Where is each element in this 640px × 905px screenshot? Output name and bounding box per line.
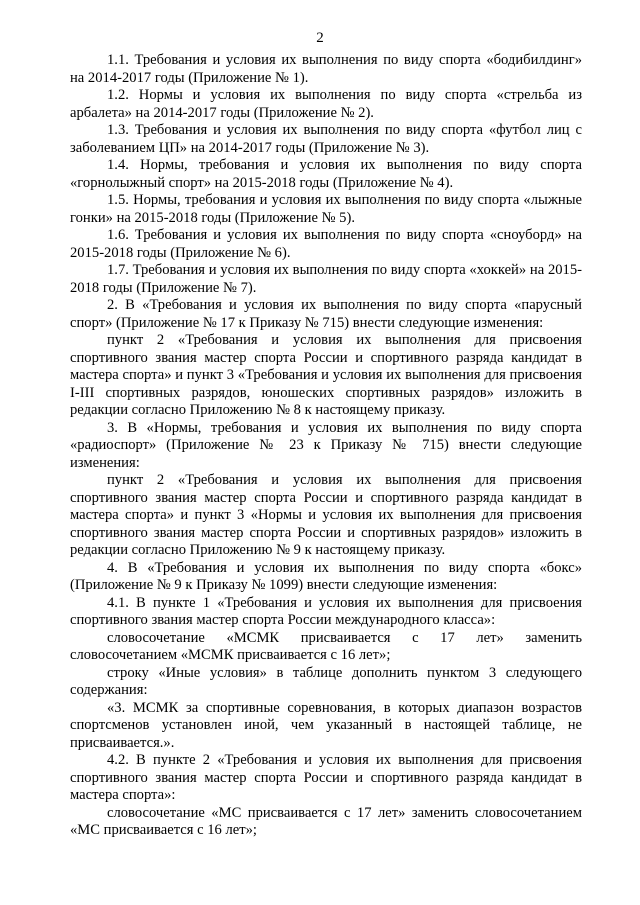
paragraph-4-1-row: строку «Иные условия» в таблице дополнить пунктом 3 следующего содержания: xyxy=(70,664,582,698)
paragraph-4-1-phrase: словосочетание «МСМК присваивается с 17 лет» заменить словосочетанием «МСМК присваивается с 16 лет»; xyxy=(70,629,582,663)
paragraph-4-2: 4.2. В пункте 2 «Требования и условия их выполнения для присвоения спортивного звания мастер спорта России и спортивного разряда кандидат в мастера спорта»: xyxy=(70,752,582,803)
paragraph-1-1: 1.1. Требования и условия их выполнения по виду спорта «бодибилдинг» на 2014-2017 годы (Приложение № 1). xyxy=(70,52,582,86)
paragraph-3-details: пункт 2 «Требования и условия их выполнения для присвоения спортивного звания мастер спорта России и спортивного разряда кандидат в мастера спорта» и пункт 3 «Нормы и условия их выполнения для присвоения спортивного звания мастер спорта России и спортивных разрядов» изложить в редакции согласно Приложению № 9 к настоящему приказу. xyxy=(70,472,582,558)
paragraph-3: 3. В «Нормы, требования и условия их выполнения по виду спорта «радиоспорт» (Приложение № 23 к Приказу № 715) внести следующие изменения: xyxy=(70,419,582,471)
paragraph-1-2: 1.2. Нормы и условия их выполнения по виду спорта «стрельба из арбалета» на 2014-2017 годы (Приложение № 2). xyxy=(70,87,582,121)
page-number: 2 xyxy=(316,30,324,46)
paragraph-1-4: 1.4. Нормы, требования и условия их выполнения по виду спорта «горнолыжный спорт» на 2015-2018 годы (Приложение № 4). xyxy=(70,157,582,191)
paragraph-1-7: 1.7. Требования и условия их выполнения по виду спорта «хоккей» на 2015-2018 годы (Приложение № 7). xyxy=(70,262,582,296)
paragraph-1-6: 1.6. Требования и условия их выполнения по виду спорта «сноуборд» на 2015-2018 годы (Приложение № 6). xyxy=(70,227,582,261)
paragraph-1-3: 1.3. Требования и условия их выполнения по виду спорта «футбол лиц с заболеванием ЦП» на 2014-2017 годы (Приложение № 3). xyxy=(70,122,582,156)
paragraph-4-1-quote: «3. МСМК за спортивные соревнования, в которых диапазон возрастов спортсменов установлен иной, чем указанный в настоящей таблице, не присваивается.». xyxy=(70,699,582,751)
paragraph-2: 2. В «Требования и условия их выполнения по виду спорта «парусный спорт» (Приложение № 17 к Приказу № 715) внести следующие изменения: xyxy=(70,297,582,331)
paragraph-2-details: пункт 2 «Требования и условия их выполнения для присвоения спортивного звания мастер спорта России и спортивного разряда кандидат в мастера спорта» и пункт 3 «Требования и условия их выполнения для присвоения I-III спортивных разрядов, юношеских спортивных разрядов» изложить в редакции согласно Приложению № 8 к настоящему приказу. xyxy=(70,332,582,418)
paragraph-4: 4. В «Требования и условия их выполнения по виду спорта «бокс» (Приложение № 9 к Приказу № 1099) внести следующие изменения: xyxy=(70,559,582,593)
paragraph-4-2-phrase: словосочетание «МС присваивается с 17 лет» заменить словосочетанием «МС присваивается с 16 лет»; xyxy=(70,804,582,838)
paragraph-1-5: 1.5. Нормы, требования и условия их выполнения по виду спорта «лыжные гонки» на 2015-2018 годы (Приложение № 5). xyxy=(70,192,582,226)
document-body xyxy=(70,52,582,840)
paragraph-4-1: 4.1. В пункте 1 «Требования и условия их выполнения для присвоения спортивного звания мастер спорта России международного класса»: xyxy=(70,594,582,628)
